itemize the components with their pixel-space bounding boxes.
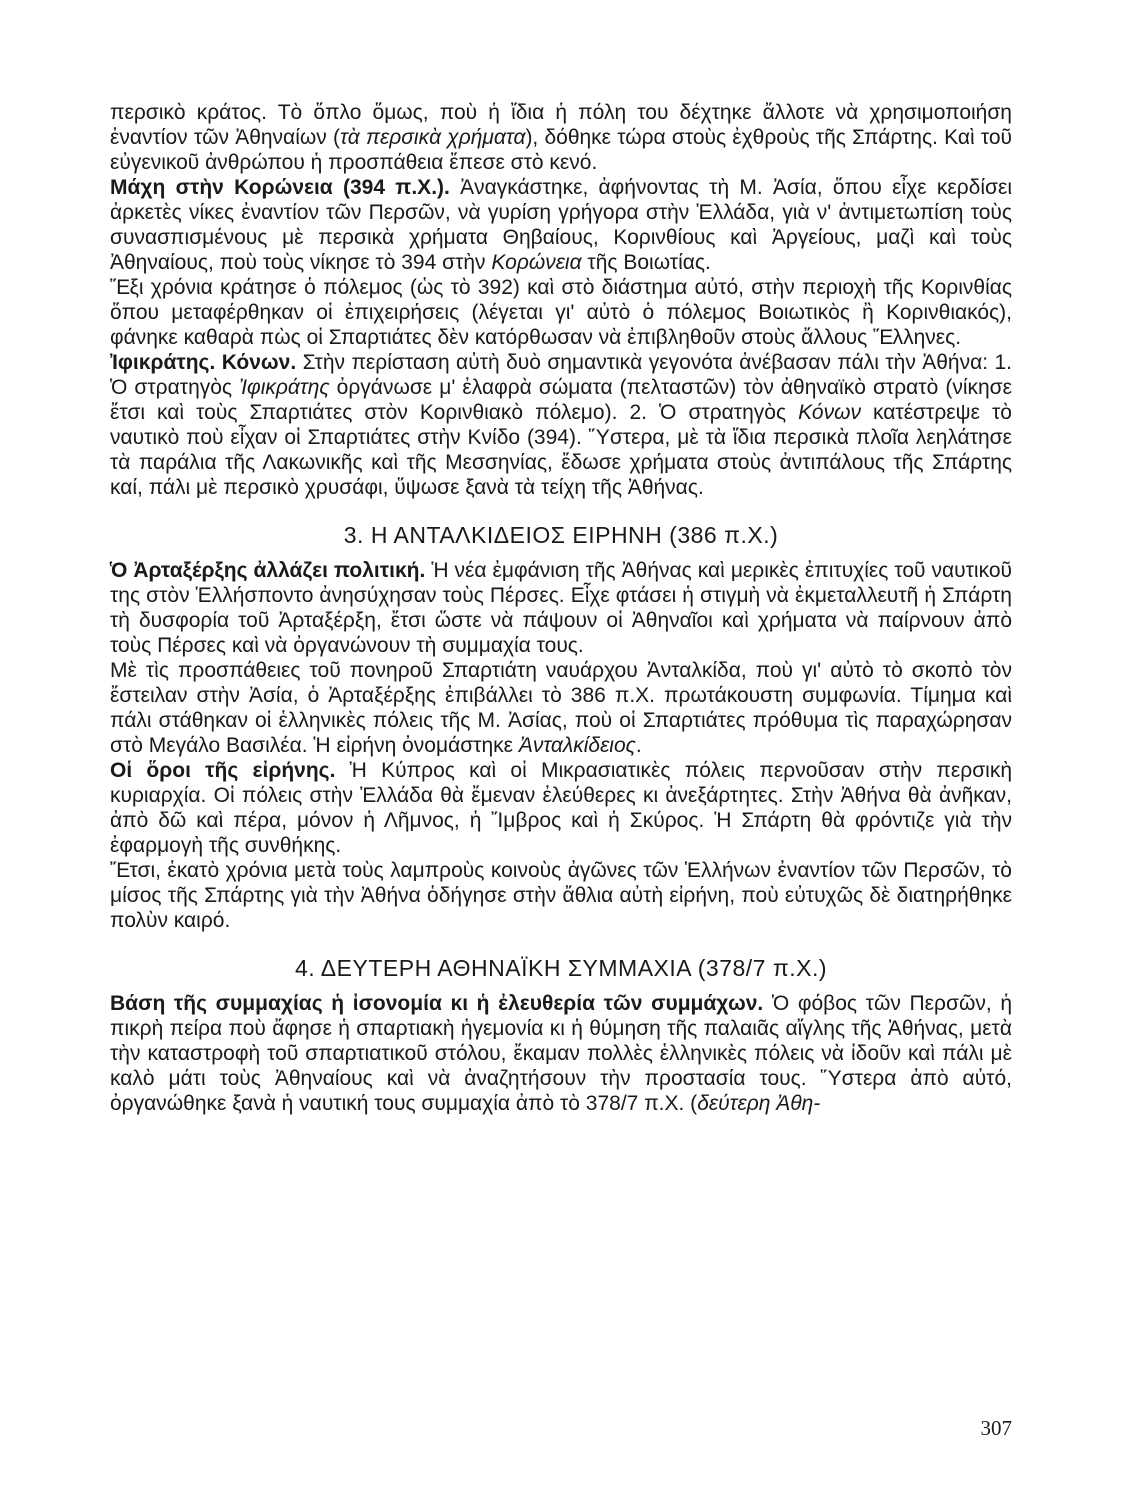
paragraph-artaxerxes (110, 558, 1012, 658)
paragraph-peace-terms (110, 758, 1012, 858)
paragraph-antalkidas (110, 658, 1012, 758)
italic-term: Κορώνεια (491, 251, 582, 274)
paragraph-text: κατέστρεψε τὸ ναυτικὸ ποὺ εἶχαν οἱ Σπαρτιάτες στὴν Κνίδο (394). Ὕστερα, μὲ τὰ ἴδια περσικὰ πλοῖα λεηλάτησε τὰ παράλια τῆς Λακωνικῆς καὶ τῆς Μεσσηνίας, ἔδωσε χρήματα στοὺς ἀντιπάλους τῆς Σπάρτης καί, πάλι μὲ περσικὸ χρυσάφι, ὕψωσε ξανὰ τὰ τείχη τῆς Ἀθήνας. (110, 401, 1012, 499)
paragraph-text: Μὲ τὶς προσπάθειες τοῦ πονηροῦ Σπαρτιάτη ναυάρχου Ἀνταλκίδα, ποὺ γι' αὐτὸ τὸ σκοπὸ τὸν ἔστειλαν στὴν Ἀσία, ὁ Ἀρταξέρξης ἐπιβάλλει τὸ 386 π.Χ. πρωτάκουστη συμφωνία. Τίμημα καὶ πάλι στάθηκαν οἱ ἑλληνικὲς πόλεις τῆς Μ. Ἀσίας, ποὺ οἱ Σπαρτιάτες πρόθυμα τὶς παραχώρησαν στὸ Μεγάλο Βασιλέα. Ἡ εἰρήνη ὀνομάστηκε (110, 659, 1012, 757)
italic-term: Κόνων (798, 401, 861, 424)
paragraph-text: Ὁ φόβος τῶν Περσῶν, ἡ πικρὴ πείρα ποὺ ἄφησε ἡ σπαρτιακὴ ἡγεμονία κι ἡ θύμηση τῆς παλαιᾶς αἴγλης τῆς Ἀθήνας, μετὰ τὴν καταστροφὴ τοῦ σπαρτιατικοῦ στόλου, ἔκαμαν πολλὲς ἑλληνικὲς πόλεις νὰ ἰδοῦν καὶ πάλι μὲ καλὸ μάτι τοὺς Ἀθηναίους καὶ νὰ ἀναζητήσουν τὴν προστασία τους. Ὕστερα ἀπὸ αὐτό, ὀργανώθηκε ξανὰ ἡ ναυτική τους συμμαχία ἀπὸ τὸ 378/7 π.Χ. ( (110, 992, 1012, 1115)
paragraph-text: Ἡ Κύπρος καὶ οἱ Μικρασιατικὲς πόλεις περνοῦσαν στὴν περσικὴ κυριαρχία. Οἱ πόλεις στὴν Ἑλλάδα θὰ ἔμεναν ἐλεύθερες κι ἀνεξάρτητες. Στὴν Ἀθήνα θὰ ἀνῆκαν, ἀπὸ δῶ καὶ πέρα, μόνον ἡ Λῆμνος, ἡ Ἴμβρος καὶ ἡ Σκύρος. Ἡ Σπάρτη θὰ φρόντιζε γιὰ τὴν ἐφαρμογὴ τῆς συνθήκης. (110, 759, 1013, 857)
paragraph-heading: Ἰφικράτης. Κόνων. (110, 351, 297, 374)
body-text (110, 100, 1012, 1116)
paragraph-alliance-basis (110, 991, 1012, 1116)
paragraph-heading: Ὁ Ἀρταξέρξης ἀλλάζει πολιτική. (110, 559, 426, 582)
paragraph-conclusion (110, 858, 1012, 933)
italic-term: τὰ περσικὰ χρήματα (339, 126, 526, 149)
paragraph-text: Ἔτσι, ἑκατὸ χρόνια μετὰ τοὺς λαμπροὺς κοινοὺς ἀγῶνες τῶν Ἑλλήνων ἐναντίον τῶν Περσῶν, τὸ μίσος τῆς Σπάρτης γιὰ τὴν Ἀθήνα ὁδήγησε στὴν ἄθλια αὐτὴ εἰρήνη, ποὺ εὐτυχῶς δὲ διατηρήθηκε πολὺν καιρό. (110, 859, 1012, 932)
paragraph-war-duration (110, 275, 1012, 350)
paragraph-text: Ἕξι χρόνια κράτησε ὁ πόλεμος (ὡς τὸ 392) καὶ στὸ διάστημα αὐτό, στὴν περιοχὴ τῆς Κορινθίας ὅπου μεταφέρθηκαν οἱ ἐπιχειρήσεις (λέγεται γι' αὐτὸ ὁ πόλεμος Βοιωτικὸς ἢ Κορινθιακός), φάνηκε καθαρὰ πὼς οἱ Σπαρτιάτες δὲν κατόρθωσαν νὰ ἐπιβληθοῦν στοὺς ἄλλους Ἕλληνες. (110, 276, 1012, 349)
paragraph-text: ὀργάνωσε μ' ἐλαφρὰ σώματα (πελταστῶν) τὸν ἀθηναϊκὸ στρατὸ (νίκησε ἔτσι καὶ τοὺς Σπαρτιάτες στὸν Κορινθιακὸ πόλεμο). 2. Ὁ στρατηγὸς (110, 376, 1012, 424)
italic-term: Ἰφικράτης (239, 376, 330, 399)
paragraph-text: Ἡ νέα ἐμφάνιση τῆς Ἀθήνας καὶ μερικὲς ἐπιτυχίες τοῦ ναυτικοῦ της στὸν Ἑλλήσποντο ἀνησύχησαν τοὺς Πέρσες. Εἶχε φτάσει ἡ στιγμὴ νὰ ἐκμεταλλευτῆ ἡ Σπάρτη τὴ δυσφορία τοῦ Ἀρταξέρξη, ἔτσι ὥστε νὰ πάψουν οἱ Ἀθηναῖοι καὶ χρήματα νὰ παίρνουν ἀπὸ τοὺς Πέρσες καὶ νὰ ὀργανώνουν τὴ συμμαχία τους. (110, 559, 1012, 657)
paragraph-text: περσικὸ κράτος. Τὸ ὅπλο ὅμως, ποὺ ἡ ἴδια ἡ πόλη του δέχτηκε ἄλλοτε νὰ χρησιμοποιήση ἐναντίον τῶν Ἀθηναίων ( (110, 101, 1012, 149)
paragraph-heading: Μάχη στὴν Κορώνεια (394 π.Χ.). (110, 176, 450, 199)
paragraph-continuation (110, 100, 1012, 175)
paragraph-text: τῆς Βοιωτίας. (581, 251, 711, 274)
paragraph-heading: Βάση τῆς συμμαχίας ἡ ἰσονομία κι ἡ ἐλευθερία τῶν συμμάχων. (110, 992, 764, 1015)
paragraph-text: Στὴν περίσταση αὐτὴ δυὸ σημαντικὰ γεγονότα ἀνέβασαν πάλι τὴν Ἀθήνα: 1. Ὁ στρατηγὸς (110, 351, 1012, 399)
page-number: 307 (980, 1416, 1012, 1440)
paragraph-text: ), δόθηκε τώρα στοὺς ἐχθροὺς τῆς Σπάρτης. Καὶ τοῦ εὐγενικοῦ ἀνθρώπου ἡ προσπάθεια ἔπεσε στὸ κενό. (110, 126, 1013, 174)
paragraph-iphikrates-konon (110, 350, 1012, 500)
paragraph-text: . (635, 734, 642, 757)
italic-term: Ἀνταλκίδειος (518, 734, 636, 757)
section-title-second-alliance: 4. ΔΕΥΤΕΡΗ ΑΘΗΝΑΪΚΗ ΣΥΜΜΑΧΙΑ (378/7 π.Χ.) (294, 955, 827, 981)
paragraph-koroneia (110, 175, 1012, 275)
paragraph-heading: Οἱ ὅροι τῆς εἰρήνης. (110, 759, 336, 782)
section-title-antalkideios: 3. Η ΑΝΤΑΛΚΙΔΕΙΟΣ ΕΙΡΗΝΗ (386 π.Χ.) (343, 522, 779, 548)
paragraph-text: Ἀναγκάστηκε, ἀφήνοντας τὴ Μ. Ἀσία, ὅπου εἶχε κερδίσει ἀρκετὲς νίκες ἐναντίον τῶν Περσῶν, νὰ γυρίση γρήγορα στὴν Ἑλλάδα, γιὰ ν' ἀντιμετωπίση τοὺς συνασπισμένους μὲ περσικὰ χρήματα Θηβαίους, Κορινθίους καὶ Ἀργείους, μαζὶ καὶ τοὺς Ἀθηναίους, ποὺ τοὺς νίκησε τὸ 394 στὴν (110, 176, 1012, 274)
italic-term: δεύτερη Ἀθη- (697, 1092, 821, 1115)
